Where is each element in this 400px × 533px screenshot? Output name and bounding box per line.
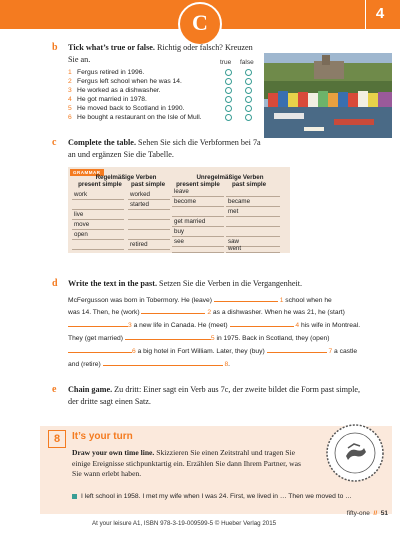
section-letter-d: d (52, 278, 58, 289)
instruction-c-rest: Sehen Sie sich die Verbformen bei 7a an und ergänzen Sie die Tabelle. (68, 138, 261, 159)
page-footer (347, 510, 388, 517)
true-checkbox[interactable] (225, 78, 232, 85)
your-turn-instruction (72, 448, 302, 480)
answer-blank[interactable] (214, 295, 278, 302)
answer-blank[interactable] (68, 320, 128, 327)
tf-item-text: He bought a restaurant on the Isle of Mull. (77, 114, 202, 121)
bullet-square-icon (72, 494, 77, 499)
section-letter-b: b (52, 42, 58, 53)
blank-number: 3 (128, 322, 132, 329)
page-word: fifty-one (346, 510, 370, 517)
regular-col-present: present simple (78, 181, 122, 188)
tf-item-number: 6 (68, 114, 72, 121)
regular-cell[interactable]: worked (128, 190, 170, 200)
regular-cell[interactable]: live (72, 210, 124, 220)
instruction-c (68, 137, 264, 160)
section-letter-c: c (52, 137, 57, 148)
instruction-d-rest: Setzen Sie die Verben in die Vergangenheit. (159, 279, 303, 288)
false-checkbox[interactable] (245, 78, 252, 85)
tf-item-text: Fergus left school when he was 14. (77, 78, 182, 85)
unit-badge (178, 2, 222, 46)
irregular-cell[interactable] (226, 227, 280, 237)
blank-number: 2 (207, 309, 212, 316)
false-checkbox[interactable] (245, 105, 252, 112)
irregular-cell[interactable]: become (172, 197, 224, 207)
true-label: true (220, 59, 232, 66)
text-segment: was 14. Then, he (work) (68, 309, 142, 316)
text-segment: McFergusson was born in Tobermory. He (leave) (68, 297, 214, 304)
page-number: 51 (380, 510, 388, 517)
example-text: I left school in 1958. I met my wife when I was 24. First, we lived in … Then we moved to … (81, 493, 352, 500)
instruction-d (68, 278, 368, 290)
answer-blank[interactable] (103, 359, 223, 366)
regular-cell[interactable] (72, 200, 124, 210)
instruction-b-rest: Richtig oder falsch? Kreuzen Sie an. (68, 43, 253, 64)
text-segment: a castle (332, 348, 358, 355)
irregular-cell[interactable]: met (226, 207, 280, 217)
irregular-cell[interactable]: saw (226, 237, 280, 247)
text-segment: and (retire) (68, 361, 103, 368)
regular-cell[interactable] (128, 210, 170, 220)
tf-item-text: He got married in 1978. (77, 96, 147, 103)
answer-blank[interactable] (230, 320, 294, 327)
answer-blank[interactable] (141, 307, 205, 314)
text-segment: school when he (283, 297, 332, 304)
false-checkbox[interactable] (245, 114, 252, 121)
instruction-e-rest: Zu dritt: Einer sagt ein Verb aus 7c, der zweite bildet die Form past simple, der dritte sagt einen Satz. (68, 385, 361, 406)
regular-verbs-title: Regelmäßige Verben (95, 174, 157, 181)
answer-blank[interactable] (125, 333, 211, 340)
irregular-cell[interactable]: went (226, 245, 280, 253)
blank-number: 5 (210, 335, 215, 342)
true-checkbox[interactable] (225, 96, 232, 103)
text-line (68, 346, 357, 356)
instruction-e (68, 384, 368, 407)
answer-blank[interactable] (267, 346, 327, 353)
irregular-cell[interactable]: buy (172, 227, 224, 237)
your-turn-example (72, 493, 352, 500)
true-checkbox[interactable] (225, 69, 232, 76)
text-segment: as a dishwasher. When he was 21, he (start) (211, 309, 345, 316)
true-checkbox[interactable] (225, 87, 232, 94)
text-segment: a big hotel in Fort William. Later, they (buy) (135, 348, 267, 355)
false-label: false (240, 59, 254, 66)
tf-item-number: 1 (68, 69, 72, 76)
irregular-col-present: present simple (176, 181, 220, 188)
irregular-cell[interactable] (226, 217, 280, 227)
instruction-d-bold: Write the text in the past. (68, 279, 157, 288)
blank-number: 4 (295, 322, 300, 329)
irregular-cell[interactable]: became (226, 197, 280, 207)
blank-number: 6 (132, 348, 136, 355)
tf-item-text: He worked as a dishwasher. (77, 87, 161, 94)
page-tab: 4 (375, 5, 385, 22)
regular-cell[interactable] (72, 240, 124, 250)
regular-cell[interactable]: started (128, 200, 170, 210)
blank-number: 7 (328, 348, 333, 355)
instruction-b-bold: Tick what’s true or false. (68, 43, 155, 52)
your-turn-box (40, 426, 392, 514)
irregular-cell[interactable] (172, 245, 224, 253)
tf-item-number: 3 (68, 87, 72, 94)
irregular-cell[interactable] (172, 207, 224, 217)
your-turn-rest: Skizzieren Sie einen Zeitstrahl und tragen Sie einige Ereignisse stichpunktartig ein. Erzählen Sie dann Ihrem Partner, was Sie wann erlebt haben. (72, 448, 301, 478)
irregular-verbs-title: Unregelmäßige Verben (196, 174, 264, 181)
copyright: At your leisure A1, ISBN 978-3-19-009599-5 © Hueber Verlag 2015 (92, 520, 277, 527)
true-checkbox[interactable] (225, 105, 232, 112)
irregular-col-past: past simple (231, 181, 267, 188)
text-segment: his wife in Montreal. (299, 322, 361, 329)
text-line (68, 320, 360, 330)
your-turn-bold: Draw your own time line. (72, 448, 155, 457)
regular-cell[interactable]: work (72, 190, 124, 200)
unit-letter: C (192, 10, 208, 35)
your-turn-title: It’s your turn (72, 431, 133, 442)
blank-number: 8 (224, 361, 229, 368)
tf-item-number: 4 (68, 96, 72, 103)
irregular-cell[interactable]: see (172, 237, 224, 247)
instruction-e-bold: Chain game. (68, 385, 113, 394)
regular-cell[interactable]: open (72, 230, 124, 240)
tf-item-number: 5 (68, 105, 72, 112)
regular-cell[interactable] (128, 220, 170, 230)
harbour-illustration (264, 53, 392, 138)
text-segment: . (228, 361, 231, 368)
text-line (68, 359, 230, 369)
tobermory-photo (264, 53, 392, 138)
regular-cell[interactable] (128, 230, 170, 240)
false-checkbox[interactable] (245, 96, 252, 103)
tf-item-number: 2 (68, 78, 72, 85)
irregular-cell[interactable]: get married (172, 217, 224, 227)
irregular-cell[interactable] (226, 187, 280, 197)
regular-cell[interactable]: move (72, 220, 124, 230)
text-line (68, 333, 329, 343)
false-checkbox[interactable] (245, 87, 252, 94)
speech-stamp-icon (324, 422, 386, 484)
instruction-c-bold: Complete the table. (68, 138, 136, 147)
tf-item-text: He moved back to Scotland in 1990. (77, 105, 185, 112)
section-letter-e: e (52, 384, 57, 395)
text-line (68, 307, 345, 317)
regular-col-past: past simple (130, 181, 166, 188)
grammar-table (68, 167, 290, 253)
grammar-tag: GRAMMAR (70, 169, 104, 176)
irregular-cell[interactable]: leave (172, 187, 224, 197)
tf-item-text: Fergus retired in 1996. (77, 69, 145, 76)
header-divider (365, 0, 366, 29)
text-segment: in 1975. Back in Scotland, they (open) (214, 335, 330, 342)
false-checkbox[interactable] (245, 69, 252, 76)
true-checkbox[interactable] (225, 114, 232, 121)
text-segment: They (get married) (68, 335, 125, 342)
text-line (68, 295, 332, 305)
blank-number: 1 (279, 297, 284, 304)
regular-cell[interactable]: retired (128, 240, 170, 250)
text-segment: a new life in Canada. He (meet) (131, 322, 230, 329)
exercise-number: 8 (48, 430, 66, 448)
footer-separator-icon: // (371, 510, 379, 517)
answer-blank[interactable] (68, 346, 132, 353)
